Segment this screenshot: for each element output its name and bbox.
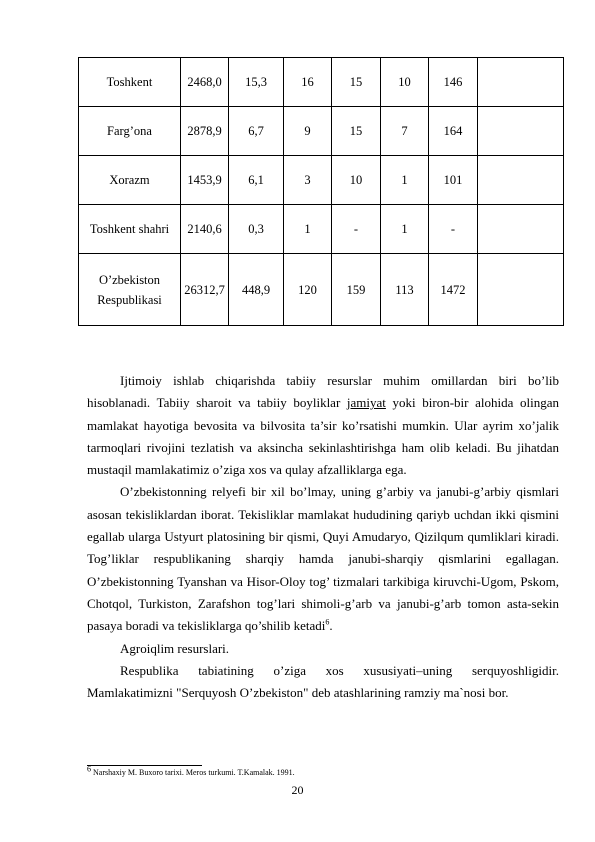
table-cell: 113 (381, 254, 429, 326)
table-cell: 9 (284, 107, 332, 156)
paragraph-text: . (329, 618, 333, 634)
table-cell (478, 156, 564, 205)
table-cell (478, 58, 564, 107)
table-cell: 15 (332, 58, 381, 107)
table-cell: 10 (332, 156, 381, 205)
table-cell: 6,7 (229, 107, 284, 156)
table-cell (478, 107, 564, 156)
table-cell: 1 (381, 156, 429, 205)
table-cell: 146 (429, 58, 478, 107)
table-row (79, 58, 564, 107)
table-cell: 1 (381, 205, 429, 254)
table-cell: Toshkent (79, 58, 181, 107)
table-cell: 1453,9 (181, 156, 229, 205)
table-cell: 2140,6 (181, 205, 229, 254)
footnote-ref[interactable]: 6 (325, 617, 330, 627)
table-cell: - (332, 205, 381, 254)
table-cell: 3 (284, 156, 332, 205)
table-row (79, 107, 564, 156)
footnote-text: Narshaxiy M. Buxoro tarixi. Meros turkumi. T.Kamalak. 1991. (91, 768, 295, 777)
jamiyat-link[interactable]: jamiyat (346, 395, 386, 411)
table-cell: O’zbekiston Respublikasi (79, 254, 181, 326)
table-cell: 120 (284, 254, 332, 326)
footnote-divider (87, 765, 202, 766)
table-cell: Toshkent shahri (79, 205, 181, 254)
table-cell: 0,3 (229, 205, 284, 254)
table-cell: Xorazm (79, 156, 181, 205)
table-cell: 2468,0 (181, 58, 229, 107)
table-cell (478, 205, 564, 254)
section-heading: Agroiqlim resurslari. (120, 640, 230, 656)
table-cell (478, 254, 564, 326)
table-cell: 164 (429, 107, 478, 156)
paragraph (87, 370, 559, 481)
page-number: 20 (291, 783, 304, 797)
paragraph-text: yoki biron-bir alohida olingan mamlakat hayotiga bevosita va bilvosita ta’sir ko’rsatishi mumkin. Ular ayrim xo’jalik tarmoqlari rivojini tezlatish va aksincha sekinlashtirishga ham olib keladi. Bu jihatdan mustaqil mamlakatimiz o’ziga xos va qulay afzalliklarga ega. (87, 395, 559, 478)
footnote-mark: 6 (87, 764, 91, 774)
table-cell: 15 (332, 107, 381, 156)
paragraph-text: O’zbekistonning relyefi bir xil bo’lmay, uning g’arbiy va janubi-g’arbiy qismlari asosan tekisliklardan iborat. Tekisliklar mamlakat hududining qariyb uchdan ikki qismini egallab ularga Ustyurt platosining bir qismi, Quyi Amudaryo, Qizilqum qumliklari kiradi. Tog’liklar respublikaning sharqiy hamda janubi-sharqiy qismlarini egallagan. O’zbekistonning Tyanshan va Hisor-Oloy tog’ tizmalari tarkibiga kiruvchi-Ugom, Pskom, Chotqol, Turkiston, Zarafshon tog’lari shimoli-g’arb va janubi-g’arb tomon asta-sekin pasaya boradi va tekisliklarga qo’shilib ketadi (87, 484, 559, 634)
table-cell: 16 (284, 58, 332, 107)
table-cell: 2878,9 (181, 107, 229, 156)
statistics-table (78, 57, 564, 326)
paragraph-text: Ijtimoiy ishlab chiqarishda tabiiy resurslar muhim omillardan biri bo’lib hisoblanadi. Tabiiy sharoit va tabiiy boyliklar (87, 373, 559, 411)
table-cell: Farg’ona (79, 107, 181, 156)
table-cell: 10 (381, 58, 429, 107)
footnote (87, 764, 559, 778)
table-cell: 1 (284, 205, 332, 254)
table-cell: 15,3 (229, 58, 284, 107)
paragraph: Respublika tabiatining o’ziga xos xususiyati–uning serquyoshligidir. Mamlakatimizni "Serquyosh O’zbekiston" deb atashlarining ramziy ma`nosi bor. (87, 662, 559, 701)
table-cell: 7 (381, 107, 429, 156)
table-cell: - (429, 205, 478, 254)
table-cell: 101 (429, 156, 478, 205)
table-cell: 159 (332, 254, 381, 326)
table-cell: 26312,7 (181, 254, 229, 326)
table-row (79, 254, 564, 326)
paragraph (87, 481, 559, 637)
table-row (79, 205, 564, 254)
body-text (87, 370, 559, 704)
table-row (79, 156, 564, 205)
table-cell: 448,9 (229, 254, 284, 326)
table-cell: 6,1 (229, 156, 284, 205)
table-cell: 1472 (429, 254, 478, 326)
